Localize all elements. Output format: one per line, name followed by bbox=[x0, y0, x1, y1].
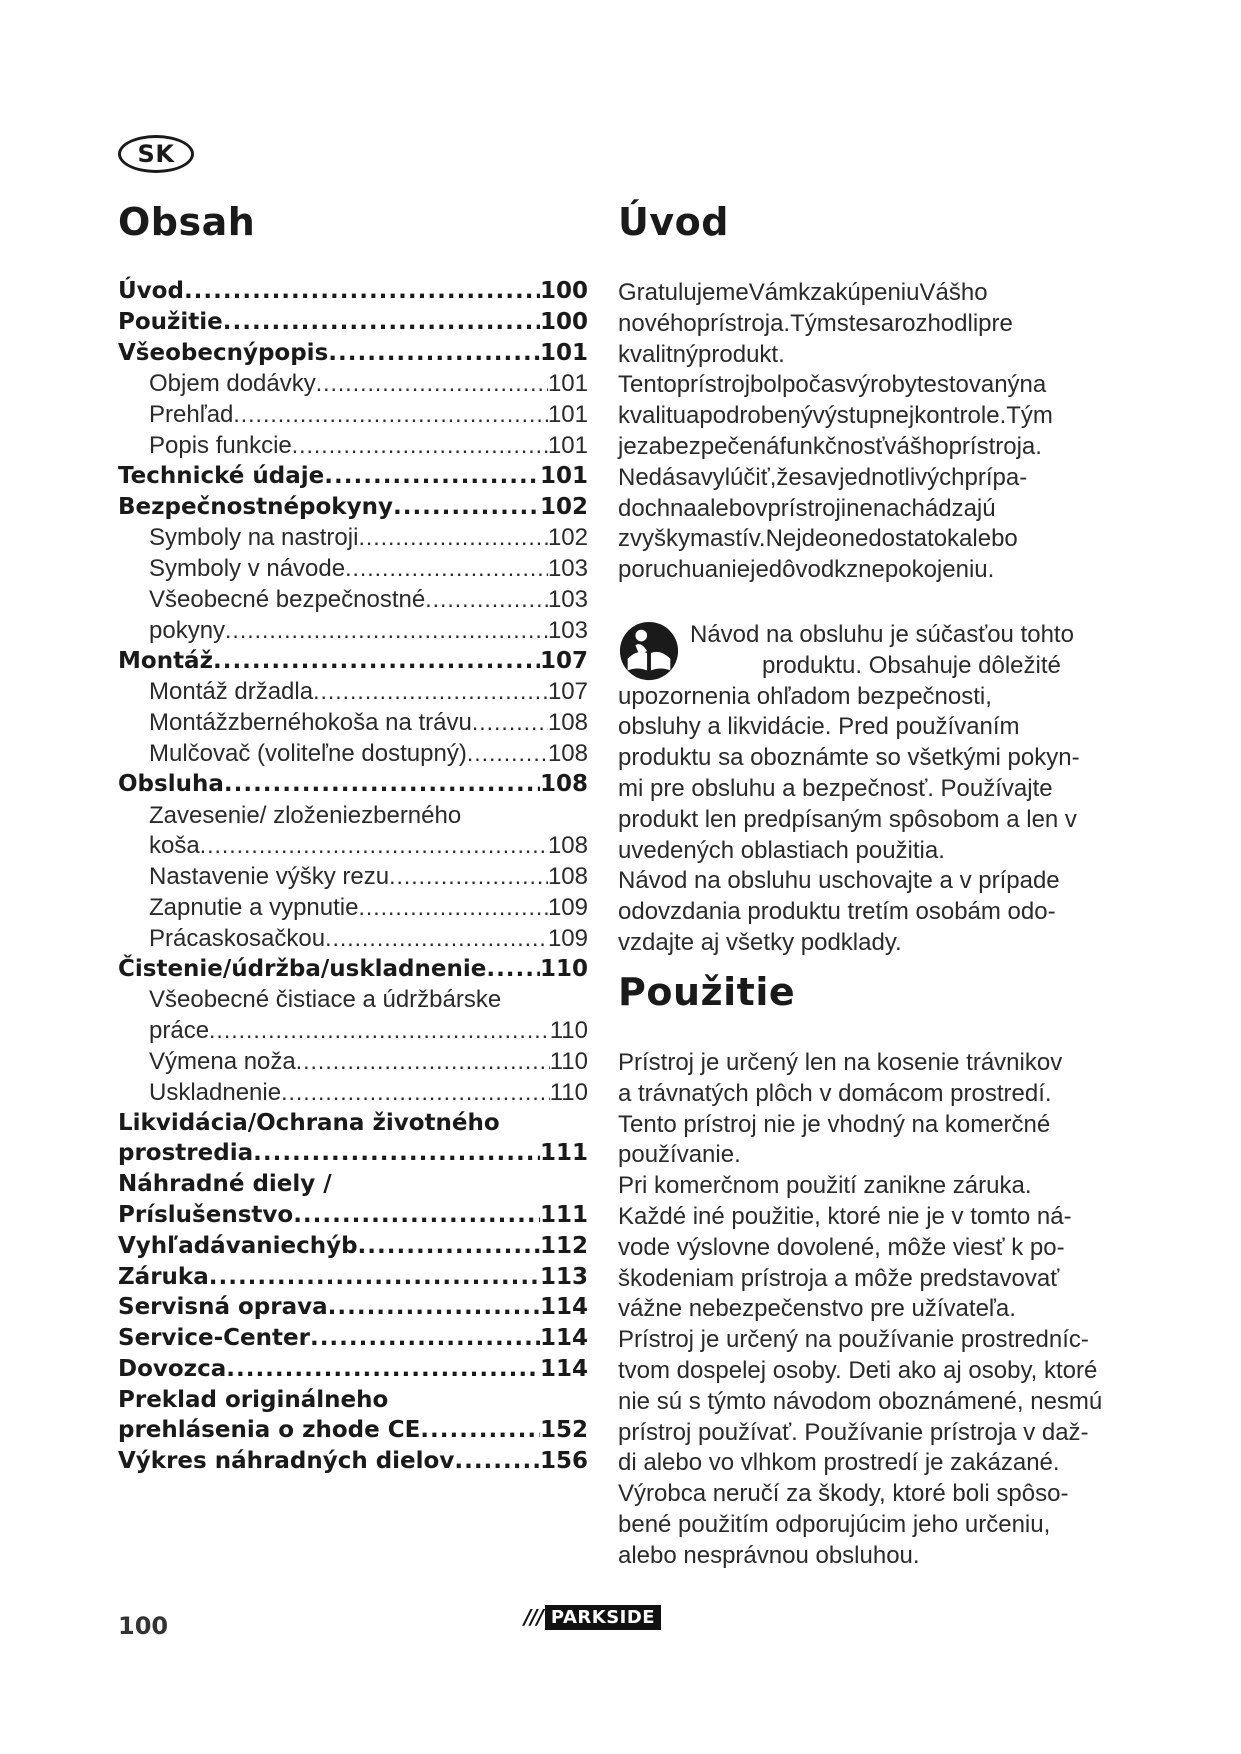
toc-leader-dots bbox=[292, 432, 548, 459]
toc-leader-dots bbox=[467, 740, 548, 767]
toc-entry-title: Prácaskosačkou bbox=[149, 924, 326, 952]
toc-leader-dots bbox=[313, 678, 548, 705]
toc-leader-dots bbox=[296, 1048, 550, 1075]
toc-entry-title: Preklad originálneho bbox=[118, 1386, 389, 1413]
toc-entry-title: Výkres náhradných dielov bbox=[118, 1448, 455, 1475]
toc-leader-dots bbox=[328, 340, 540, 366]
text-line: a trávnatých plôch v domácom prostredí. bbox=[618, 1079, 1052, 1107]
toc-entry bbox=[118, 678, 588, 709]
toc-entry-title: pokyny bbox=[149, 616, 226, 644]
toc-entry-page: 110 bbox=[549, 1078, 588, 1106]
toc-entry bbox=[118, 1202, 588, 1233]
toc-entry bbox=[118, 432, 588, 463]
text-line: bené použitím odporujúcim jeho určeniu, bbox=[618, 1510, 1051, 1538]
text-line: produkt len predpísaným spôsobom a len v bbox=[618, 805, 1077, 833]
toc-entry-title: Nastavenie výšky rezu bbox=[149, 863, 390, 891]
toc-entry bbox=[118, 1264, 588, 1295]
toc-entry-page: 110 bbox=[549, 1047, 588, 1075]
toc-entry bbox=[118, 555, 588, 586]
brand-logo bbox=[524, 1604, 661, 1630]
toc-entry-title: Bezpečnostnépokyny bbox=[118, 493, 393, 520]
table-of-contents bbox=[118, 278, 588, 1479]
text-line: odovzdania produktu tretím osobám odo- bbox=[618, 898, 1056, 926]
toc-entry-title: Všeobecnýpopis bbox=[118, 339, 329, 366]
toc-leader-dots bbox=[310, 1325, 540, 1351]
toc-entry-page: 110 bbox=[549, 1017, 588, 1045]
toc-entry-page: 156 bbox=[539, 1448, 588, 1475]
toc-title: Obsah bbox=[118, 200, 256, 244]
toc-leader-dots bbox=[184, 278, 540, 304]
toc-entry-page: 110 bbox=[539, 955, 588, 982]
toc-entry-page: 101 bbox=[539, 339, 588, 366]
toc-leader-dots bbox=[233, 401, 548, 428]
toc-entry-page: 100 bbox=[539, 308, 588, 335]
toc-leader-dots bbox=[358, 1233, 540, 1259]
toc-leader-dots bbox=[316, 370, 548, 397]
toc-entry-title: Vyhľadávaniechýb bbox=[118, 1232, 358, 1259]
text-line: Prístroj je určený na používanie prostredníc- bbox=[618, 1326, 1089, 1354]
toc-entry-title: Montáž držadla bbox=[149, 678, 314, 706]
toc-entry-page: 101 bbox=[547, 431, 588, 459]
toc-entry bbox=[118, 524, 588, 555]
text-line: dochnaalebovprístrojinenachádzajú bbox=[618, 494, 996, 522]
text-line: kvalitnýprodukt. bbox=[618, 340, 785, 368]
text-line: Tentoprístrojbolpočasvýrobytestovanýna bbox=[618, 371, 1047, 399]
toc-leader-dots bbox=[209, 1017, 550, 1044]
toc-entry-page: 113 bbox=[539, 1263, 588, 1290]
toc-entry bbox=[118, 340, 588, 371]
text-line: mi pre obsluhu a bezpečnosť. Používajte bbox=[618, 774, 1053, 802]
text-line: jezabezpečenáfunkčnosťvášhoprístroja. bbox=[618, 432, 1042, 460]
toc-entry-title: Zavesenie/ zloženiezberného bbox=[149, 801, 462, 829]
toc-leader-dots bbox=[486, 956, 540, 982]
toc-entry bbox=[118, 1448, 588, 1479]
toc-entry bbox=[118, 401, 588, 432]
toc-entry-page: 102 bbox=[547, 524, 588, 552]
toc-entry bbox=[118, 1417, 588, 1448]
toc-entry bbox=[118, 617, 588, 648]
toc-entry-title: Dovozca bbox=[118, 1355, 227, 1382]
toc-entry bbox=[118, 1140, 588, 1171]
text-line: prístroj používať. Používanie prístroja v daž- bbox=[618, 1418, 1089, 1446]
toc-leader-dots bbox=[324, 463, 540, 489]
text-line: Tento prístroj nie je vhodný na komerčné bbox=[618, 1110, 1051, 1138]
toc-leader-dots bbox=[213, 648, 540, 674]
text-line: Pri komerčnom použití zanikne záruka. bbox=[618, 1172, 1032, 1200]
toc-entry bbox=[118, 1110, 588, 1141]
toc-leader-dots bbox=[226, 1356, 540, 1382]
toc-leader-dots bbox=[358, 524, 548, 551]
text-line: nie sú s týmto návodom oboznámené, nesmú bbox=[618, 1387, 1103, 1415]
toc-leader-dots bbox=[420, 1417, 540, 1443]
text-line: vode výslovne dovolené, môže viesť k po- bbox=[618, 1233, 1065, 1261]
usage-title: Použitie bbox=[618, 970, 796, 1014]
toc-entry-title: Uskladnenie bbox=[149, 1078, 282, 1106]
toc-leader-dots bbox=[200, 832, 548, 859]
toc-entry-page: 107 bbox=[539, 647, 588, 674]
toc-leader-dots bbox=[472, 709, 548, 736]
toc-entry bbox=[118, 1079, 588, 1110]
toc-entry bbox=[118, 956, 588, 987]
text-line: obsluhy a likvidácie. Pred používaním bbox=[618, 713, 1020, 741]
toc-entry-title: Výmena noža bbox=[149, 1047, 296, 1075]
toc-entry bbox=[118, 370, 588, 401]
toc-entry-title: Servisná oprava bbox=[118, 1294, 328, 1321]
toc-leader-dots bbox=[281, 1079, 550, 1106]
text-line: poruchuaniejedôvodkznepokojeniu. bbox=[618, 556, 995, 584]
toc-entry bbox=[118, 771, 588, 802]
toc-entry-page: 103 bbox=[547, 555, 588, 583]
toc-leader-dots bbox=[393, 494, 540, 520]
text-line: používanie. bbox=[618, 1141, 741, 1169]
toc-entry-page: 108 bbox=[547, 709, 588, 737]
toc-entry bbox=[118, 1017, 588, 1048]
toc-leader-dots bbox=[253, 1140, 540, 1166]
text-line: kvalituapodrobenývýstupnejkontrole.Tým bbox=[618, 402, 1053, 430]
toc-entry-title: Všeobecné bezpečnostné bbox=[149, 585, 426, 613]
toc-entry-page: 101 bbox=[547, 401, 588, 429]
text-line: tvom dospelej osoby. Deti ako aj osoby, ktoré bbox=[618, 1356, 1098, 1384]
toc-entry-page: 109 bbox=[547, 924, 588, 952]
toc-leader-dots bbox=[425, 586, 548, 613]
toc-entry-title: Symboly v návode bbox=[149, 555, 346, 583]
toc-leader-dots bbox=[224, 771, 540, 797]
toc-entry-title: Úvod bbox=[118, 278, 184, 304]
text-line: novéhoprístroja.Týmstesarozhodlipre bbox=[618, 309, 1013, 337]
toc-entry bbox=[118, 986, 588, 1017]
page-number: 100 bbox=[118, 1612, 169, 1640]
brand-stripes: /// bbox=[524, 1605, 543, 1629]
toc-entry bbox=[118, 802, 588, 833]
toc-entry-page: 114 bbox=[539, 1355, 588, 1382]
text-line: vážne nebezpečenstvo pre užívateľa. bbox=[618, 1295, 1016, 1323]
text-line: produktu sa oboznámte so všetkými pokyn- bbox=[618, 744, 1080, 772]
manual-notice-paragraph bbox=[618, 620, 1088, 959]
toc-entry bbox=[118, 1325, 588, 1356]
toc-entry-title: Likvidácia/Ochrana životného bbox=[118, 1109, 500, 1136]
toc-entry-page: 108 bbox=[547, 863, 588, 891]
toc-entry-page: 108 bbox=[547, 832, 588, 860]
text-line: Každé iné použitie, ktoré nie je v tomto ná- bbox=[618, 1202, 1072, 1230]
toc-entry bbox=[118, 309, 588, 340]
text-line: produktu. Obsahuje dôležité bbox=[762, 651, 1061, 679]
toc-entry-page: 114 bbox=[539, 1325, 588, 1352]
text-line: Výrobca neručí za škody, ktoré boli spôso- bbox=[618, 1480, 1069, 1508]
text-line: Nedásavylúčiť,žesavjednotlivýchprípa- bbox=[618, 463, 1028, 491]
toc-leader-dots bbox=[389, 863, 548, 890]
toc-entry-title: Montážzbernéhokoša na trávu bbox=[149, 709, 472, 737]
toc-entry bbox=[118, 278, 588, 309]
toc-entry bbox=[118, 1387, 588, 1418]
toc-entry-title: Záruka bbox=[118, 1263, 209, 1290]
toc-leader-dots bbox=[225, 617, 548, 644]
text-line: GratulujemeVámkzakúpeniuVášho bbox=[618, 279, 988, 306]
toc-entry-title: Montáž bbox=[118, 647, 213, 674]
toc-entry-page: 108 bbox=[539, 770, 588, 797]
toc-entry-title: Príslušenstvo bbox=[118, 1201, 294, 1228]
toc-entry bbox=[118, 863, 588, 894]
toc-entry-title: prostredia bbox=[118, 1140, 254, 1167]
toc-entry-title: Obsluha bbox=[118, 770, 224, 797]
text-line: zvyškymastív.Nejdeonedostatokalebo bbox=[618, 525, 1018, 553]
toc-leader-dots bbox=[293, 1202, 540, 1228]
toc-leader-dots bbox=[328, 1294, 540, 1320]
usage-paragraph bbox=[618, 1048, 1103, 1572]
toc-entry-page: 111 bbox=[539, 1201, 588, 1228]
toc-entry-page: 152 bbox=[539, 1417, 588, 1444]
toc-entry bbox=[118, 1171, 588, 1202]
text-line: alebo nesprávnou obsluhou. bbox=[618, 1541, 920, 1569]
toc-entry-page: 111 bbox=[539, 1140, 588, 1167]
toc-leader-dots bbox=[223, 309, 540, 335]
toc-entry-title: Čistenie/údržba/uskladnenie bbox=[118, 955, 487, 982]
toc-leader-dots bbox=[209, 1264, 540, 1290]
toc-entry-page: 101 bbox=[547, 370, 588, 398]
toc-entry bbox=[118, 1048, 588, 1079]
text-line: di alebo vo vlhkom prostredí je zakázané. bbox=[618, 1449, 1060, 1477]
toc-entry bbox=[118, 648, 588, 679]
toc-entry-page: 107 bbox=[547, 678, 588, 706]
text-line: vzdajte aj všetky podklady. bbox=[618, 928, 902, 956]
toc-entry-page: 109 bbox=[547, 893, 588, 921]
text-line: Prístroj je určený len na kosenie trávnikov bbox=[618, 1049, 1063, 1076]
toc-entry-page: 103 bbox=[547, 585, 588, 613]
text-line: uvedených oblastiach použitia. bbox=[618, 836, 945, 864]
toc-entry-title: Technické údaje bbox=[118, 462, 325, 489]
toc-entry bbox=[118, 894, 588, 925]
toc-entry-title: Popis funkcie bbox=[149, 431, 292, 459]
toc-entry-title: Náhradné diely / bbox=[118, 1171, 332, 1198]
toc-entry-page: 102 bbox=[539, 493, 588, 520]
toc-entry-title: Objem dodávky bbox=[149, 370, 316, 398]
toc-leader-dots bbox=[325, 925, 548, 952]
toc-entry-title: Prehľad bbox=[149, 401, 234, 429]
language-badge: SK bbox=[118, 135, 194, 173]
intro-title: Úvod bbox=[618, 200, 729, 244]
toc-entry-title: koša bbox=[149, 832, 200, 860]
toc-entry bbox=[118, 1356, 588, 1387]
toc-entry bbox=[118, 494, 588, 525]
toc-entry-title: Použitie bbox=[118, 308, 223, 335]
toc-entry-page: 112 bbox=[539, 1232, 588, 1259]
toc-entry-title: Zapnutie a vypnutie bbox=[149, 893, 359, 921]
toc-entry-title: prehlásenia o zhode CE bbox=[118, 1417, 421, 1444]
toc-entry-title: Všeobecné čistiace a údržbárske bbox=[149, 986, 502, 1014]
toc-entry-page: 108 bbox=[547, 739, 588, 767]
toc-entry-page: 114 bbox=[539, 1294, 588, 1321]
intro-paragraph bbox=[618, 278, 1088, 586]
toc-entry-title: Symboly na nastroji bbox=[149, 524, 359, 552]
toc-entry-page: 100 bbox=[539, 278, 588, 304]
text-line: Návod na obsluhu je súčasťou tohto bbox=[690, 621, 1074, 648]
toc-entry bbox=[118, 1294, 588, 1325]
toc-entry-title: práce bbox=[149, 1017, 210, 1045]
toc-entry-title: Service-Center bbox=[118, 1325, 310, 1352]
toc-leader-dots bbox=[358, 894, 547, 921]
toc-entry bbox=[118, 740, 588, 771]
toc-entry bbox=[118, 925, 588, 956]
toc-leader-dots bbox=[454, 1448, 540, 1474]
toc-entry bbox=[118, 1233, 588, 1264]
toc-leader-dots bbox=[345, 555, 548, 582]
toc-entry-title: Mulčovač (voliteľne dostupný) bbox=[149, 739, 467, 767]
text-line: upozornenia ohľadom bezpečnosti, bbox=[618, 682, 992, 710]
toc-entry bbox=[118, 709, 588, 740]
text-line: škodeniam prístroja a môže predstavovať bbox=[618, 1264, 1060, 1292]
toc-entry bbox=[118, 586, 588, 617]
toc-entry-page: 103 bbox=[547, 616, 588, 644]
toc-entry bbox=[118, 463, 588, 494]
toc-entry bbox=[118, 832, 588, 863]
text-line: Návod na obsluhu uschovajte a v prípade bbox=[618, 867, 1060, 895]
brand-name: PARKSIDE bbox=[545, 1605, 661, 1630]
toc-entry-page: 101 bbox=[539, 462, 588, 489]
